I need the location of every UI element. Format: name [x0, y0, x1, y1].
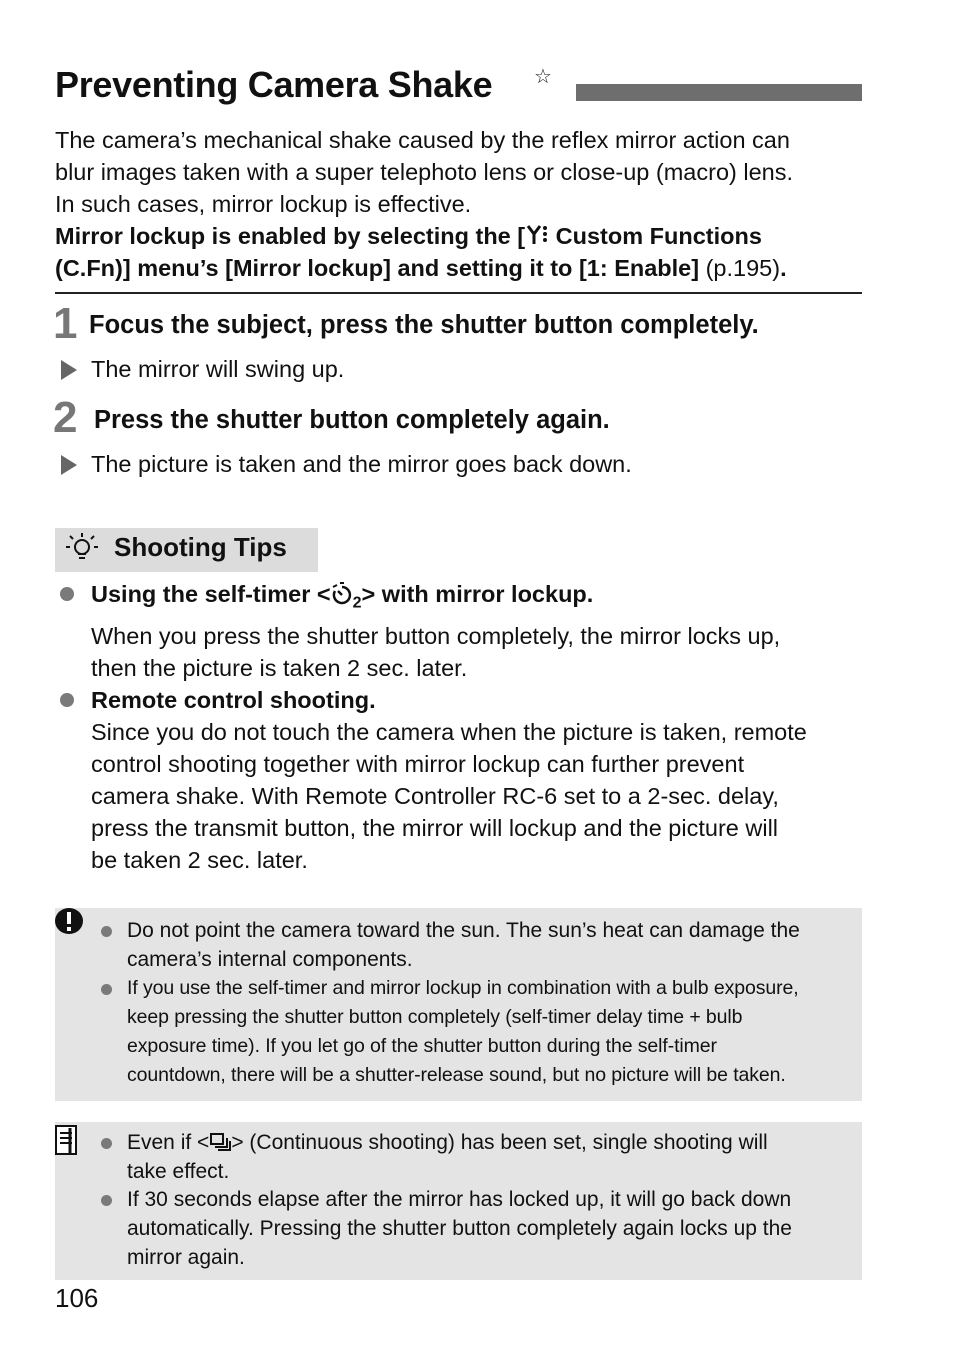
custom-functions-icon [525, 224, 549, 246]
bullet-icon [60, 587, 74, 601]
step-text: Focus the subject, press the shutter button completely. [89, 311, 759, 339]
tip-heading: Remote control shooting. [91, 687, 376, 713]
section-divider [55, 292, 862, 294]
intro-bold-line [55, 252, 875, 284]
step-number: 2 [53, 393, 78, 442]
result-arrow-icon [61, 455, 77, 475]
intro-line: The camera’s mechanical shake caused by the reflex mirror action can [55, 127, 790, 153]
intro-bold-text: Custom Functions [549, 223, 762, 249]
tip-line: Since you do not touch the camera when the picture is taken, remote [91, 719, 807, 745]
intro-text [55, 124, 875, 284]
tip-heading-text: > with mirror lockup. [361, 581, 594, 607]
note-line: take effect. [127, 1160, 230, 1183]
caution-item [127, 916, 852, 974]
tip-line: be taken 2 sec. later. [91, 847, 308, 873]
page-title: Preventing Camera Shake [55, 64, 493, 105]
page-reference: (p.195) [699, 255, 781, 281]
note-item [127, 1128, 852, 1186]
advanced-star-icon: ☆ [534, 66, 552, 88]
tip-item [91, 684, 871, 876]
caution-line: countdown, there will be a shutter-release sound, but no picture will be taken. [127, 1064, 786, 1086]
bullet-icon [101, 984, 112, 995]
caution-item [127, 974, 852, 1090]
caution-line: exposure time). If you let go of the shutter button during the self-timer [127, 1035, 717, 1057]
continuous-shooting-icon [209, 1132, 231, 1152]
lightbulb-icon [63, 532, 101, 566]
tip-line: then the picture is taken 2 sec. later. [91, 654, 468, 681]
tip-heading-text: Using the self-timer < [91, 581, 331, 607]
tip-line: When you press the shutter button completely, the mirror locks up, [91, 622, 781, 649]
memo-icon [54, 1124, 80, 1156]
tip-line: press the transmit button, the mirror will lockup and the picture will [91, 815, 779, 841]
note-line: If 30 seconds elapse after the mirror has locked up, it will go back down [127, 1188, 792, 1211]
step-number: 1 [53, 299, 78, 348]
note-text: Even if < [127, 1131, 210, 1154]
bullet-icon [101, 1138, 112, 1149]
step-result: The picture is taken and the mirror goes back down. [91, 451, 632, 477]
step-result: The mirror will swing up. [91, 356, 345, 382]
caution-line: If you use the self-timer and mirror lockup in combination with a bulb exposure, [127, 977, 799, 999]
tip-line: control shooting together with mirror lockup can further prevent [91, 751, 745, 777]
note-text: > (Continuous shooting) has been set, single shooting will [231, 1131, 768, 1154]
bullet-icon [101, 1195, 112, 1206]
tip-heading-sub: 2 [352, 594, 362, 612]
bullet-icon [60, 693, 74, 707]
intro-bold-line [55, 220, 875, 252]
intro-bold-text: (C.Fn)] menu’s [Mirror lockup] and setting it to [1: Enable] [55, 255, 700, 281]
result-arrow-icon [61, 360, 77, 380]
shooting-tips-label: Shooting Tips [114, 532, 287, 562]
tip-line: camera shake. With Remote Controller RC-6 set to a 2-sec. delay, [91, 783, 779, 809]
note-line [127, 1128, 852, 1157]
caution-icon [54, 908, 84, 936]
caution-line: camera’s internal components. [127, 948, 413, 971]
step-text: Press the shutter button completely again. [94, 406, 610, 434]
intro-line: In such cases, mirror lockup is effective. [55, 191, 472, 217]
note-line: automatically. Pressing the shutter button completely again locks up the [127, 1217, 792, 1240]
caution-line: Do not point the camera toward the sun. The sun’s heat can damage the [127, 919, 800, 942]
self-timer-icon [331, 582, 353, 606]
bullet-icon [101, 926, 112, 937]
tip-heading [91, 578, 871, 620]
intro-bold-text: Mirror lockup is enabled by selecting the [ [55, 223, 526, 249]
intro-line: blur images taken with a super telephoto lens or close-up (macro) lens. [55, 159, 794, 185]
note-item [127, 1185, 852, 1272]
title-bar [576, 84, 862, 101]
intro-end: . [780, 255, 787, 281]
caution-line: keep pressing the shutter button completely (self-timer delay time + bulb [127, 1006, 743, 1028]
note-line: mirror again. [127, 1246, 245, 1269]
tip-item [91, 578, 871, 684]
page-number: 106 [55, 1283, 99, 1313]
